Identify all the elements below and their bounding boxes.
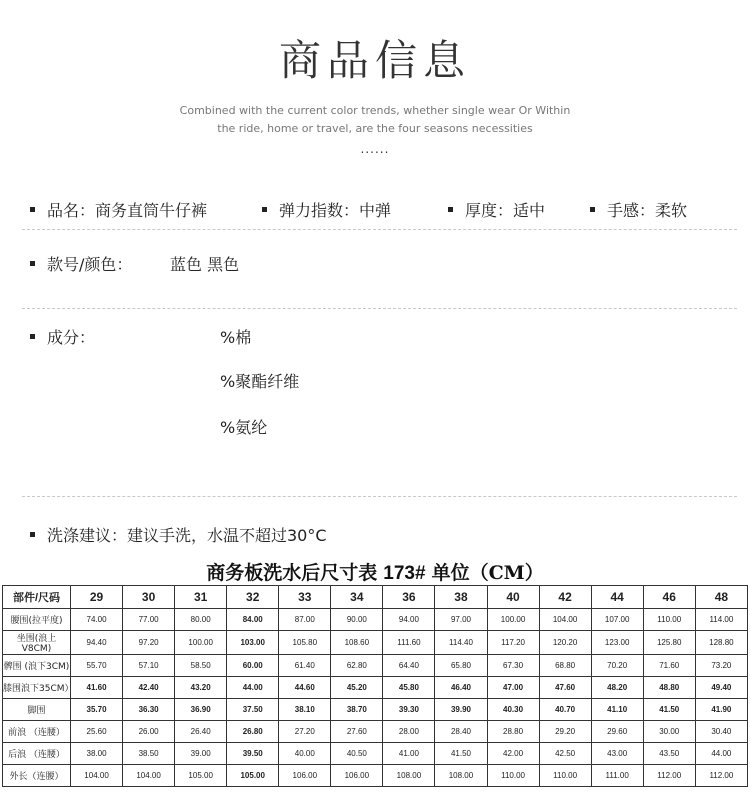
row-label: 外长（连腰） [3, 765, 71, 787]
size-header: 40 [487, 586, 539, 609]
divider [22, 308, 737, 309]
size-table-model: 173# [383, 563, 426, 584]
table-cell: 117.20 [487, 631, 539, 655]
size-header: 44 [591, 586, 643, 609]
size-table-title-text: 商务板洗水后尺寸表 [206, 562, 378, 584]
table-cell: 28.00 [383, 721, 435, 743]
table-cell: 57.10 [123, 655, 175, 677]
table-cell: 97.00 [435, 609, 487, 631]
composition-spandex: %氨纶 [220, 418, 268, 437]
row-label: 后浪 （连腰） [3, 743, 71, 765]
table-cell: 44.00 [227, 677, 279, 699]
table-cell: 67.30 [487, 655, 539, 677]
composition-label: 成分： [47, 328, 96, 347]
table-row [3, 699, 748, 721]
table-cell: 103.00 [227, 631, 279, 655]
table-cell: 26.80 [227, 721, 279, 743]
table-cell: 74.00 [71, 609, 123, 631]
table-cell: 40.30 [487, 699, 539, 721]
table-cell: 62.80 [331, 655, 383, 677]
table-cell: 73.20 [695, 655, 747, 677]
table-cell: 27.20 [279, 721, 331, 743]
table-cell: 38.10 [279, 699, 331, 721]
table-cell: 43.20 [175, 677, 227, 699]
table-cell: 104.00 [123, 765, 175, 787]
table-cell: 40.00 [279, 743, 331, 765]
table-cell: 71.60 [643, 655, 695, 677]
size-table-unit: 单位（CM） [431, 562, 544, 584]
table-cell: 36.90 [175, 699, 227, 721]
table-cell: 45.20 [331, 677, 383, 699]
table-cell: 28.40 [435, 721, 487, 743]
table-cell: 97.20 [123, 631, 175, 655]
table-cell: 44.00 [695, 743, 747, 765]
bullet-icon [448, 207, 453, 212]
size-header: 36 [383, 586, 435, 609]
table-cell: 105.00 [227, 765, 279, 787]
table-cell: 94.00 [383, 609, 435, 631]
hand-feel: 手感：柔软 [607, 201, 688, 220]
table-cell: 125.80 [643, 631, 695, 655]
table-cell: 39.00 [175, 743, 227, 765]
row-label: 腰围(拉平度) [3, 609, 71, 631]
table-cell: 41.60 [71, 677, 123, 699]
table-cell: 38.50 [123, 743, 175, 765]
size-header: 42 [539, 586, 591, 609]
table-cell: 112.00 [695, 765, 747, 787]
table-cell: 38.00 [71, 743, 123, 765]
table-cell: 29.60 [591, 721, 643, 743]
table-cell: 105.00 [175, 765, 227, 787]
table-cell: 29.20 [539, 721, 591, 743]
subtitle-line-2: the ride, home or travel, are the four seasons necessities [217, 122, 533, 135]
size-header-row [3, 586, 748, 609]
product-name: 品名：商务直筒牛仔裤 [47, 201, 208, 220]
page-title: 商品信息 [278, 36, 471, 85]
table-cell: 107.00 [591, 609, 643, 631]
thickness-row [448, 198, 545, 221]
table-cell: 111.00 [591, 765, 643, 787]
table-cell: 35.70 [71, 699, 123, 721]
wash-row [30, 523, 327, 546]
table-cell: 41.90 [695, 699, 747, 721]
table-cell: 27.60 [331, 721, 383, 743]
table-cell: 108.00 [383, 765, 435, 787]
table-cell: 108.60 [331, 631, 383, 655]
table-cell: 77.00 [123, 609, 175, 631]
table-cell: 46.40 [435, 677, 487, 699]
table-cell: 39.50 [227, 743, 279, 765]
table-cell: 120.20 [539, 631, 591, 655]
bullet-icon [30, 261, 35, 266]
divider [22, 496, 737, 497]
table-cell: 94.40 [71, 631, 123, 655]
table-cell: 100.00 [175, 631, 227, 655]
table-cell: 70.20 [591, 655, 643, 677]
table-cell: 105.80 [279, 631, 331, 655]
table-cell: 128.80 [695, 631, 747, 655]
table-cell: 84.00 [227, 609, 279, 631]
size-header: 34 [331, 586, 383, 609]
size-header: 32 [227, 586, 279, 609]
table-cell: 37.50 [227, 699, 279, 721]
style-color-label: 款号/颜色： [47, 255, 133, 274]
table-cell: 47.60 [539, 677, 591, 699]
table-cell: 90.00 [331, 609, 383, 631]
table-cell: 106.00 [279, 765, 331, 787]
table-cell: 41.10 [591, 699, 643, 721]
row-label: 脚围 [3, 699, 71, 721]
table-cell: 110.00 [539, 765, 591, 787]
table-cell: 110.00 [487, 765, 539, 787]
title-dots: ...... [360, 142, 390, 156]
size-table [2, 585, 748, 787]
table-cell: 114.40 [435, 631, 487, 655]
table-cell: 42.00 [487, 743, 539, 765]
size-header: 33 [279, 586, 331, 609]
table-cell: 112.00 [643, 765, 695, 787]
table-cell: 40.50 [331, 743, 383, 765]
thickness: 厚度：适中 [465, 201, 546, 220]
bullet-icon [590, 207, 595, 212]
product-name-row [30, 198, 207, 221]
table-cell: 30.40 [695, 721, 747, 743]
table-cell: 41.50 [643, 699, 695, 721]
bullet-icon [30, 207, 35, 212]
table-cell: 43.50 [643, 743, 695, 765]
table-cell: 106.00 [331, 765, 383, 787]
size-header: 31 [175, 586, 227, 609]
stretch-row [262, 198, 391, 221]
table-cell: 87.00 [279, 609, 331, 631]
table-cell: 110.00 [643, 609, 695, 631]
table-cell: 100.00 [487, 609, 539, 631]
table-cell: 104.00 [71, 765, 123, 787]
table-cell: 58.50 [175, 655, 227, 677]
size-header: 29 [71, 586, 123, 609]
table-cell: 65.80 [435, 655, 487, 677]
table-row [3, 631, 748, 655]
composition-cotton: %棉 [220, 328, 252, 347]
table-cell: 49.40 [695, 677, 747, 699]
table-cell: 43.00 [591, 743, 643, 765]
bullet-icon [30, 532, 35, 537]
table-cell: 39.30 [383, 699, 435, 721]
table-cell: 104.00 [539, 609, 591, 631]
table-cell: 61.40 [279, 655, 331, 677]
table-cell: 25.60 [71, 721, 123, 743]
size-header: 30 [123, 586, 175, 609]
table-row [3, 655, 748, 677]
size-header: 38 [435, 586, 487, 609]
table-cell: 111.60 [383, 631, 435, 655]
table-cell: 41.50 [435, 743, 487, 765]
table-cell: 114.00 [695, 609, 747, 631]
style-color-row [30, 252, 132, 275]
size-header: 46 [643, 586, 695, 609]
table-cell: 60.00 [227, 655, 279, 677]
table-row [3, 765, 748, 787]
subtitle-line-1: Combined with the current color trends, whether single wear Or Within [179, 104, 571, 117]
table-cell: 108.00 [435, 765, 487, 787]
table-cell: 68.80 [539, 655, 591, 677]
table-cell: 47.00 [487, 677, 539, 699]
composition-polyester: %聚酯纤维 [220, 372, 300, 391]
table-cell: 26.00 [123, 721, 175, 743]
row-label: 前浪 （连腰） [3, 721, 71, 743]
table-row [3, 677, 748, 699]
stretch-index: 弹力指数：中弹 [279, 201, 392, 220]
table-cell: 123.00 [591, 631, 643, 655]
table-cell: 45.80 [383, 677, 435, 699]
table-cell: 41.00 [383, 743, 435, 765]
table-cell: 36.30 [123, 699, 175, 721]
table-cell: 39.90 [435, 699, 487, 721]
table-row [3, 721, 748, 743]
row-label: 髀围 (浪下3CM) [3, 655, 71, 677]
wash-advice: 洗涤建议：建议手洗，水温不超过30°C [47, 526, 327, 545]
table-cell: 38.70 [331, 699, 383, 721]
row-label: 坐围(浪上V8CM) [3, 631, 71, 655]
table-cell: 44.60 [279, 677, 331, 699]
header-part-size: 部件/尺码 [3, 586, 71, 609]
bullet-icon [262, 207, 267, 212]
size-table-title [0, 558, 750, 585]
divider [22, 229, 737, 230]
table-cell: 55.70 [71, 655, 123, 677]
colors-value: 蓝色 黑色 [170, 255, 240, 274]
table-cell: 26.40 [175, 721, 227, 743]
table-cell: 64.40 [383, 655, 435, 677]
table-row [3, 743, 748, 765]
table-cell: 42.50 [539, 743, 591, 765]
table-cell: 80.00 [175, 609, 227, 631]
size-header: 48 [695, 586, 747, 609]
row-label: 膝围浪下35CM） [3, 677, 71, 699]
feel-row [590, 198, 687, 221]
table-cell: 48.20 [591, 677, 643, 699]
table-row [3, 609, 748, 631]
table-cell: 28.80 [487, 721, 539, 743]
composition-row [30, 325, 95, 348]
table-cell: 40.70 [539, 699, 591, 721]
table-cell: 48.80 [643, 677, 695, 699]
bullet-icon [30, 334, 35, 339]
table-cell: 30.00 [643, 721, 695, 743]
table-cell: 42.40 [123, 677, 175, 699]
